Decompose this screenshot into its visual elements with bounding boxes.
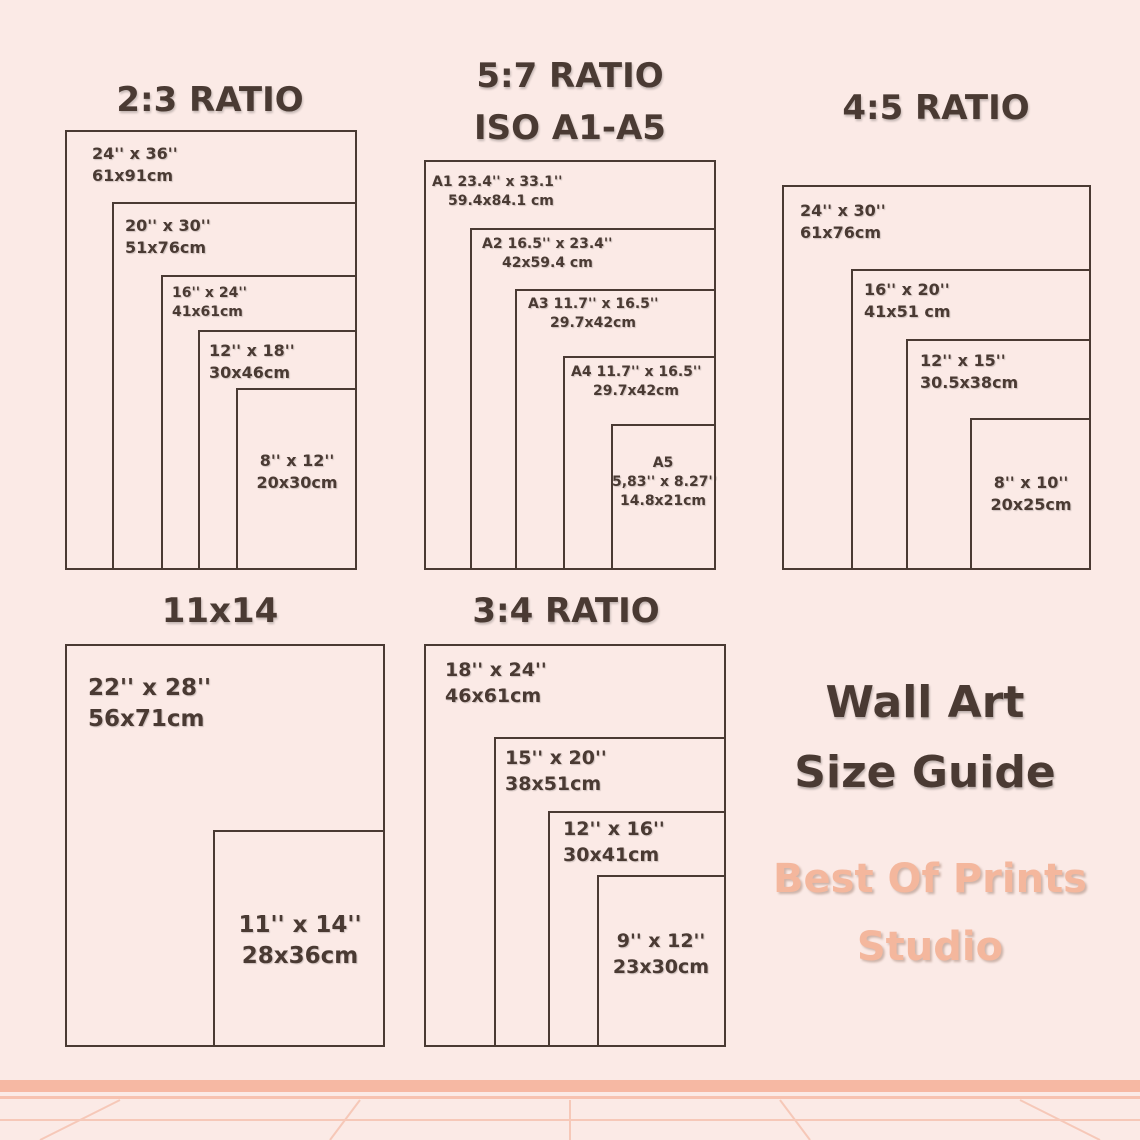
label-iso-a4: A4 11.7'' x 16.5'' 29.7x42cm	[571, 364, 702, 399]
title-ratio-2-3: 2:3 RATIO	[116, 80, 304, 120]
label-2-3-8x12: 8'' x 12'' 20x30cm	[256, 451, 338, 492]
title-iso: ISO A1-A5	[474, 108, 666, 148]
floor-decoration	[0, 1080, 1140, 1140]
studio-brand-line2: Studio	[856, 924, 1004, 970]
title-ratio-5-7: 5:7 RATIO	[476, 56, 664, 96]
label-3-4-9x12: 9'' x 12'' 23x30cm	[612, 930, 710, 978]
label-3-4-12x16: 12'' x 16'' 30x41cm	[563, 818, 665, 866]
label-3-4-15x20: 15'' x 20'' 38x51cm	[505, 747, 607, 795]
title-ratio-4-5: 4:5 RATIO	[842, 88, 1030, 128]
label-iso-a3: A3 11.7'' x 16.5'' 29.7x42cm	[528, 296, 659, 331]
label-11x14-22x28: 22'' x 28'' 56x71cm	[88, 675, 212, 733]
guide-title-line1: Wall Art	[825, 677, 1025, 728]
title-ratio-3-4: 3:4 RATIO	[472, 591, 660, 631]
label-iso-a1: A1 23.4'' x 33.1'' 59.4x84.1 cm	[432, 174, 563, 209]
label-3-4-18x24: 18'' x 24'' 46x61cm	[445, 659, 547, 707]
studio-brand-line1: Best Of Prints	[773, 856, 1087, 902]
label-2-3-12x18: 12'' x 18'' 30x46cm	[209, 341, 295, 382]
label-4-5-12x15: 12'' x 15'' 30.5x38cm	[920, 351, 1019, 392]
label-4-5-8x10: 8'' x 10'' 20x25cm	[990, 473, 1072, 514]
label-iso-a2: A2 16.5'' x 23.4'' 42x59.4 cm	[482, 236, 613, 271]
guide-title-line2: Size Guide	[794, 747, 1056, 798]
label-4-5-24x30: 24'' x 30'' 61x76cm	[800, 201, 886, 242]
label-11x14-11x14: 11'' x 14'' 28x36cm	[238, 912, 362, 970]
label-4-5-16x20: 16'' x 20'' 41x51 cm	[864, 280, 951, 321]
label-2-3-24x36: 24'' x 36'' 61x91cm	[92, 144, 178, 185]
title-11x14: 11x14	[161, 591, 279, 631]
label-iso-a5: A5 5,83'' x 8.27'' 14.8x21cm	[612, 455, 718, 509]
label-2-3-16x24: 16'' x 24'' 41x61cm	[172, 285, 247, 320]
label-2-3-20x30: 20'' x 30'' 51x76cm	[125, 216, 211, 257]
